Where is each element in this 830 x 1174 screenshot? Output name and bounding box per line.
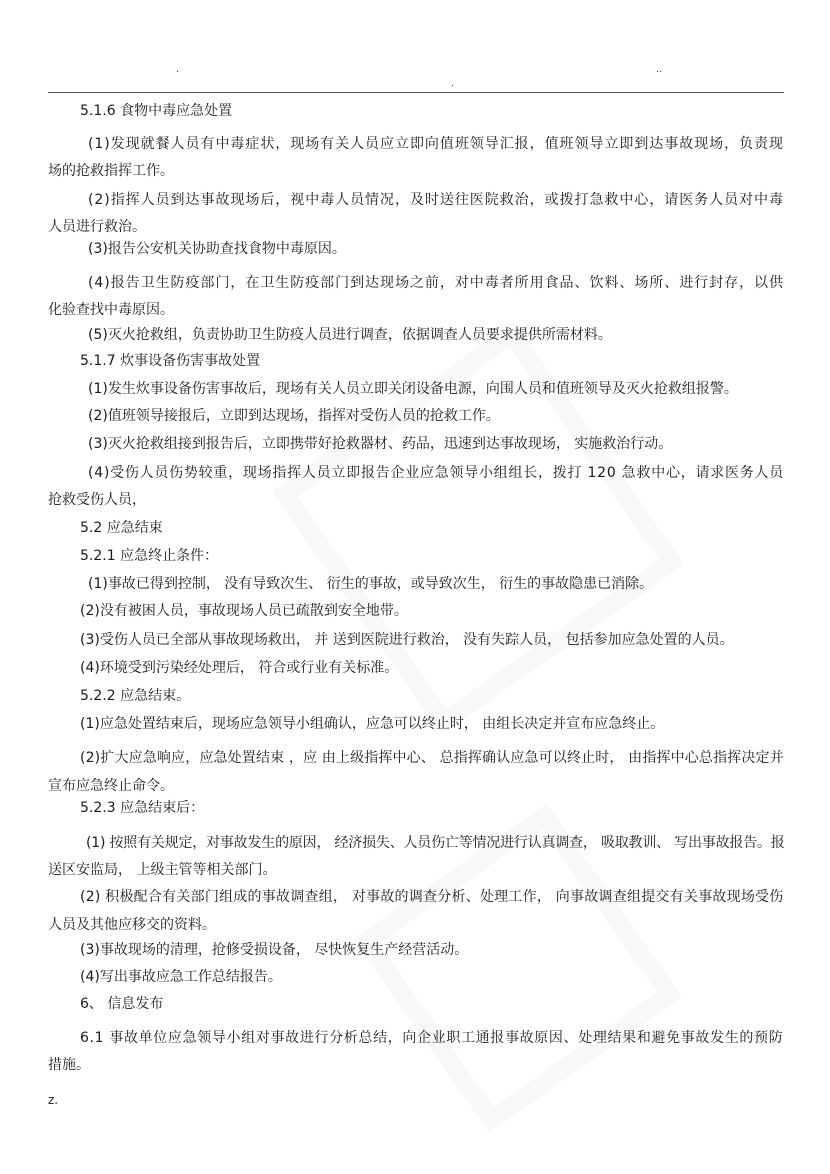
paragraph-line: (2)扩大应急响应，应急处置结束 ，应 由上级指挥中心、 总指挥确认应急可以终止时， 由指挥中心总指挥决定并 bbox=[80, 750, 784, 766]
paragraph-line: 6、 信息发布 bbox=[80, 996, 164, 1012]
paragraph-line: 5.2.3 应急结束后： bbox=[80, 800, 205, 816]
paragraph-line: 6.1 事故单位应急领导小组对事故进行分析总结，向企业职工通报事故原因、处理结果和避免事故发生的预防 bbox=[80, 1030, 784, 1046]
paragraph-line: 5.2.2 应急结束。 bbox=[80, 688, 191, 704]
paragraph-line: 5.2.1 应急终止条件： bbox=[80, 548, 219, 564]
paragraph-continuation-line: 宣布应急终止命令。 bbox=[48, 778, 174, 794]
paragraph-line: (3)灭火抢救组接到报告后，立即携带好抢救器材、药品，迅速到达事故现场， 实施救治行动。 bbox=[88, 436, 673, 452]
paragraph-line: (1)事故已得到控制， 没有导致次生、 衍生的事故，或导致次生， 衍生的事故隐患已消除。 bbox=[88, 576, 654, 592]
paragraph-continuation-line: 送区安监局， 上级主管等相关部门。 bbox=[48, 862, 277, 878]
footer-mark: z. bbox=[48, 1093, 59, 1107]
paragraph-line: (1)应急处置结束后，现场应急领导小组确认，应急可以终止时， 由组长决定并宣布应急终止。 bbox=[80, 716, 665, 732]
header-dot-center: . bbox=[451, 78, 455, 89]
paragraph-continuation-line: 抢救受伤人员， bbox=[48, 492, 146, 508]
paragraph-line: (4)受伤人员伤势较重，现场指挥人员立即报告企业应急领导小组组长，拨打 120 急救中心，请求医务人员 bbox=[88, 465, 784, 481]
paragraph-line: 5.2 应急结束 bbox=[80, 520, 163, 536]
paragraph-line: (3)事故现场的清理，抢修受损设备， 尽快恢复生产经营活动。 bbox=[80, 942, 469, 958]
paragraph-continuation-line: 人员及其他应移交的资料。 bbox=[48, 917, 216, 933]
header-dot-left: . bbox=[176, 64, 180, 75]
paragraph-line: (4)写出事故应急工作总结报告。 bbox=[80, 969, 282, 985]
paragraph-continuation-line: 措施。 bbox=[48, 1057, 90, 1073]
paragraph-line: 5.1.6 食物中毒应急处置 bbox=[80, 103, 233, 119]
paragraph-line: (2)指挥人员到达事故现场后，视中毒人员情况，及时送往医院救治，或拨打急救中心，请医务人员对中毒 bbox=[88, 192, 784, 208]
paragraph-line: (1)发现就餐人员有中毒症状，现场有关人员应立即向值班领导汇报，值班领导立即到达事故现场，负责现 bbox=[88, 136, 784, 152]
header-dot-right: .. bbox=[656, 64, 663, 75]
paragraph-line: 5.1.7 炊事设备伤害事故处置 bbox=[80, 353, 261, 369]
paragraph-line: (2)没有被困人员，事故现场人员已疏散到安全地带。 bbox=[80, 603, 408, 619]
paragraph-line: (5)灭火抢救组，负责协助卫生防疫人员进行调查，依据调查人员要求提供所需材料。 bbox=[88, 327, 612, 343]
paragraph-line: (3)受伤人员已全部从事故现场救出， 并 送到医院进行救治， 没有失踪人员， 包括参加应急处置的人员。 bbox=[80, 632, 734, 648]
paragraph-continuation-line: 人员进行救治。 bbox=[48, 219, 146, 235]
paragraph-line: (2) 积极配合有关部门组成的事故调查组， 对事故的调查分析、处理工作， 向事故调查组提交有关事故现场受伤 bbox=[80, 889, 784, 905]
paragraph-continuation-line: 场的抢救指挥工作。 bbox=[48, 163, 174, 179]
paragraph-line: (4)报告卫生防疫部门，在卫生防疫部门到达现场之前，对中毒者所用食品、饮料、场所、进行封存，以供 bbox=[88, 275, 784, 291]
paragraph-continuation-line: 化验查找中毒原因。 bbox=[48, 302, 174, 318]
paragraph-line: (3)报告公安机关协助查找食物中毒原因。 bbox=[88, 241, 346, 257]
paragraph-line: (1) 按照有关规定，对事故发生的原因， 经济损失、人员伤亡等情况进行认真调查， 吸取教训、 写出事故报告。报 bbox=[86, 835, 785, 851]
header-rule bbox=[48, 92, 784, 93]
paragraph-line: (2)值班领导接报后，立即到达现场，指挥对受伤人员的抢救工作。 bbox=[88, 408, 500, 424]
paragraph-line: (4)环境受到污染经处理后， 符合或行业有关标准。 bbox=[80, 660, 399, 676]
paragraph-line: (1)发生炊事设备伤害事故后，现场有关人员立即关闭设备电源，向围人员和值班领导及灭火抢救组报警。 bbox=[88, 381, 738, 397]
